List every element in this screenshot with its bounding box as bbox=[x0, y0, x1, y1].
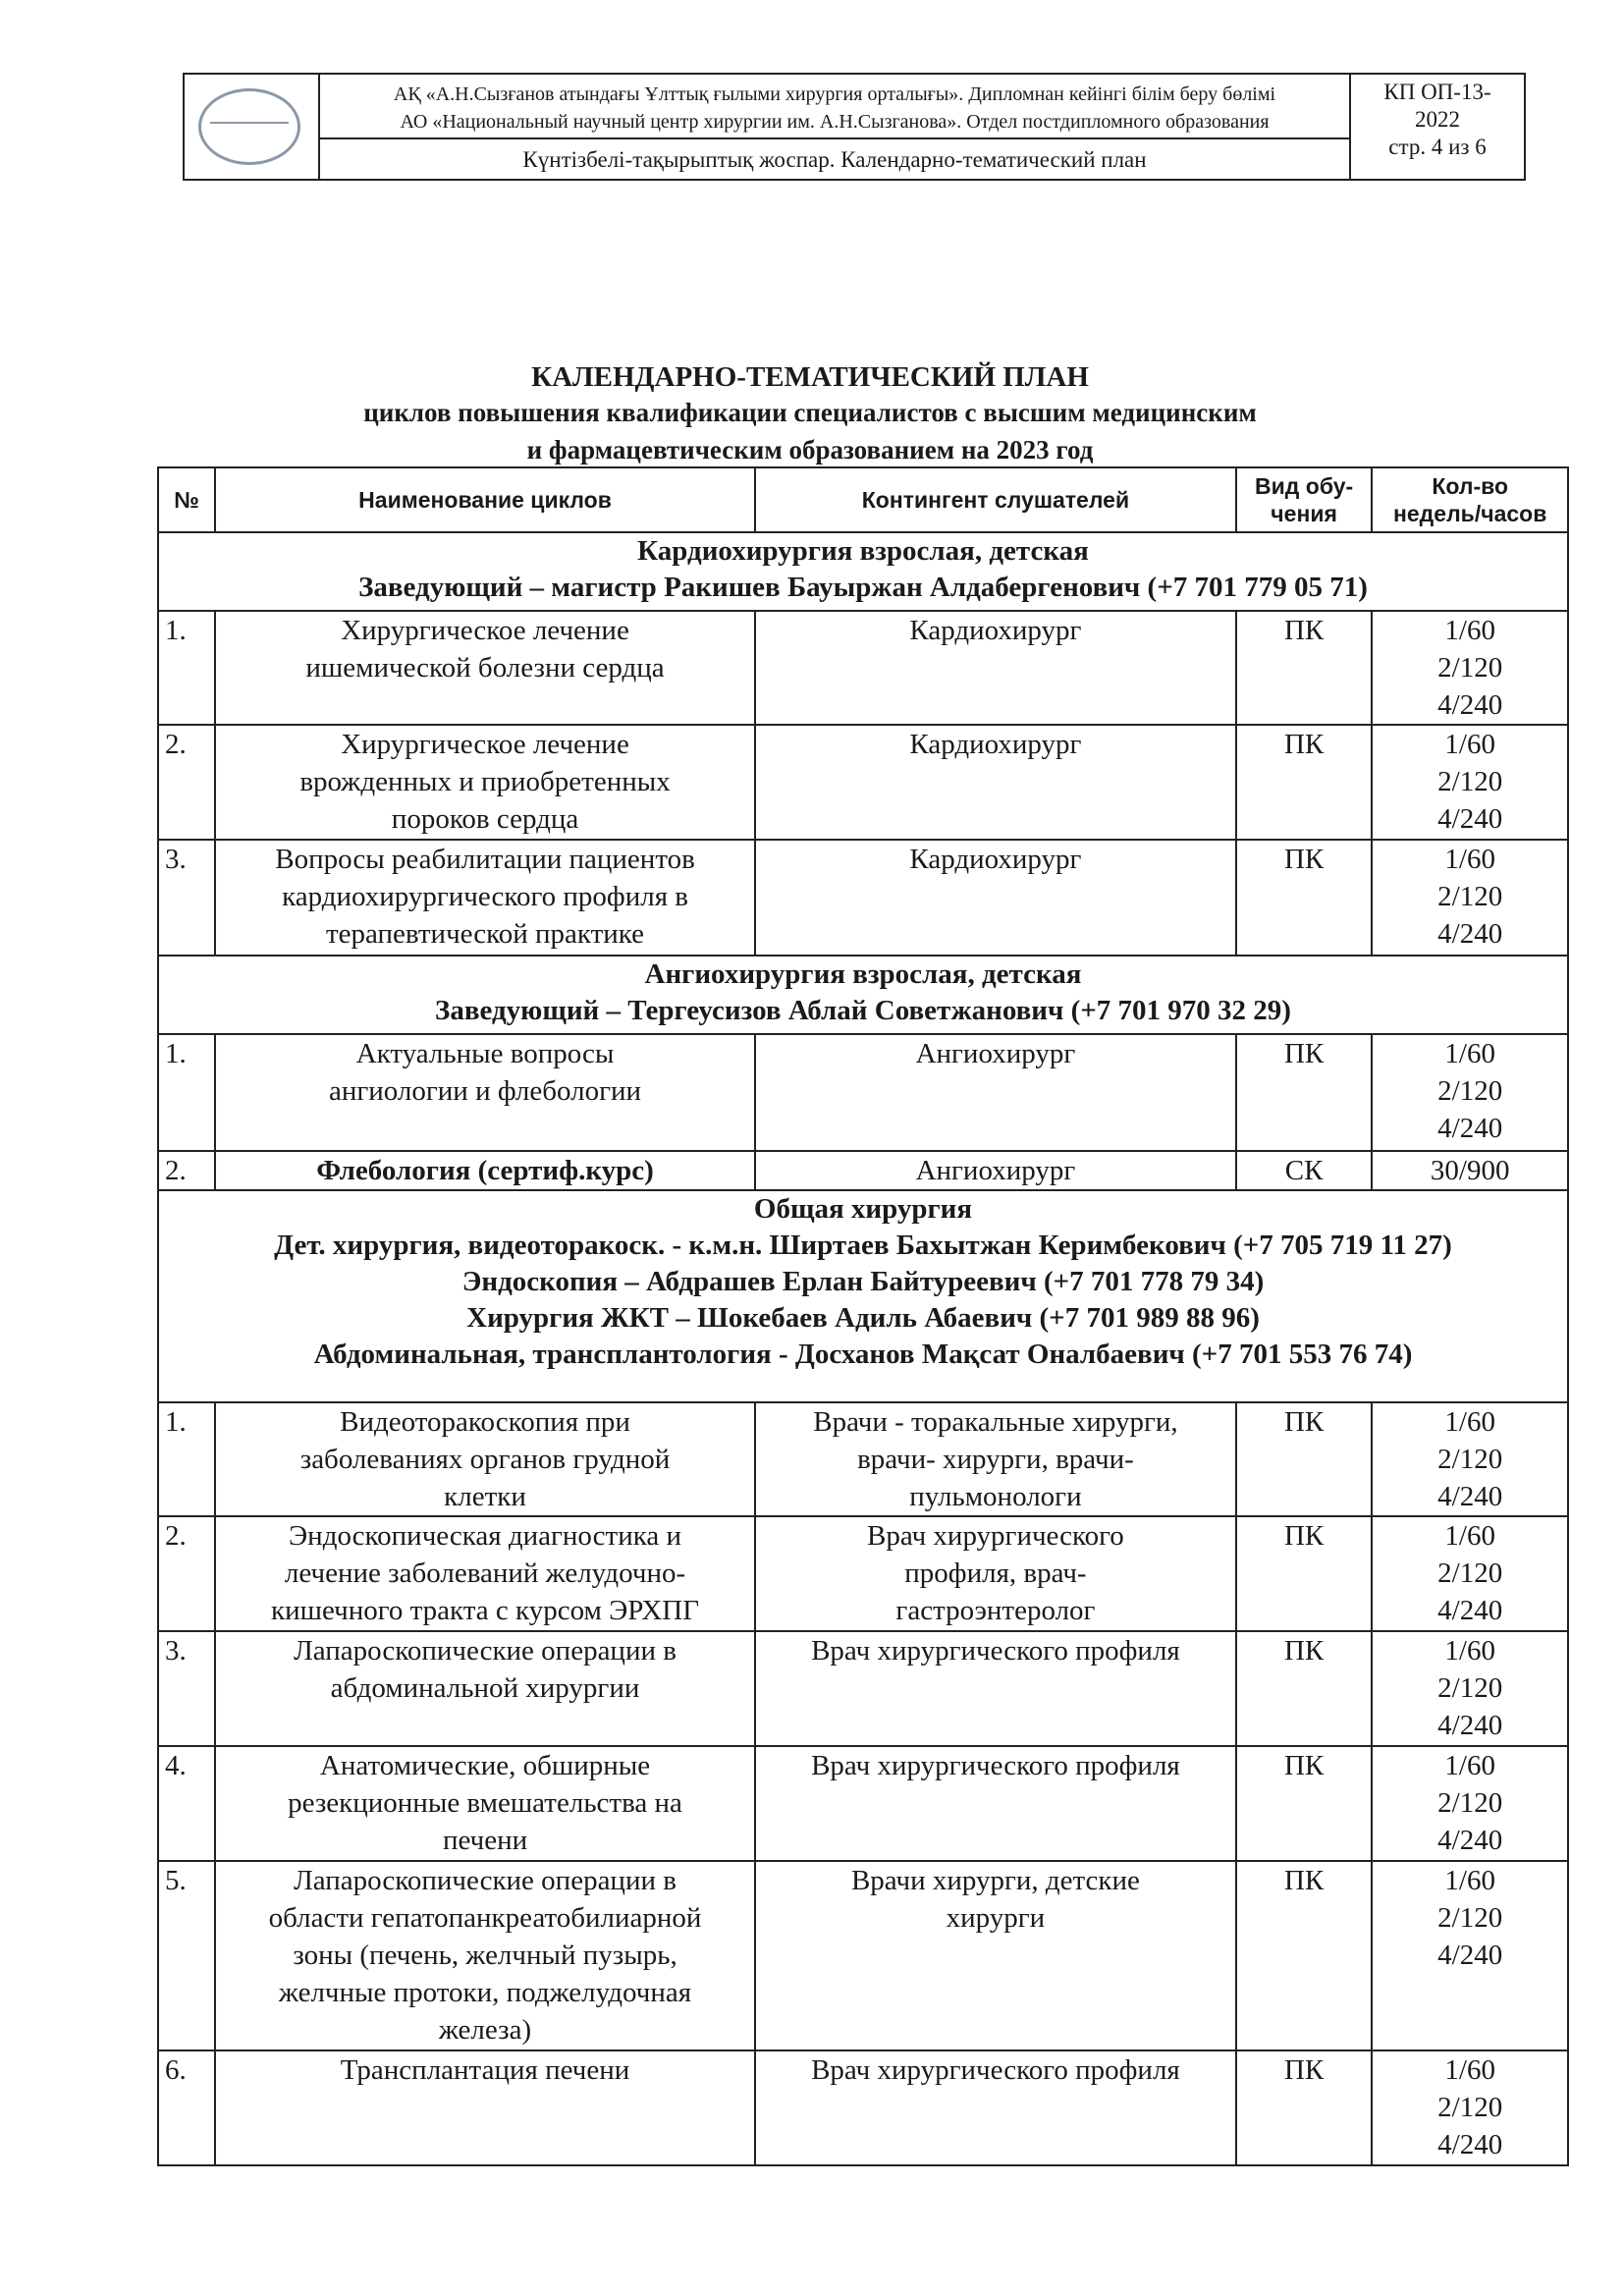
section-head-contact: Заведующий – Тергеусизов Аблай Советжанович (+7 701 970 32 29) bbox=[435, 995, 1291, 1026]
table-row bbox=[158, 1402, 1568, 1516]
row-number: 6. bbox=[158, 2050, 215, 2165]
weeks-hours-line: 1/60 bbox=[1444, 1038, 1495, 1069]
contingent-line: Врач хирургического профиля bbox=[811, 1635, 1180, 1667]
header-name: Наименование циклов bbox=[215, 467, 755, 532]
weeks-hours-line: 4/240 bbox=[1437, 1113, 1503, 1144]
section-head-contact: Заведующий – магистр Ракишев Бауыржан Алдабергенович (+7 701 779 05 71) bbox=[358, 572, 1368, 603]
contingent bbox=[755, 1402, 1236, 1516]
contingent-line: Ангиохирург bbox=[915, 1155, 1076, 1186]
center-logo bbox=[185, 75, 320, 179]
training-type: ПК bbox=[1236, 1402, 1373, 1516]
contingent-line: Кардиохирург bbox=[909, 844, 1082, 875]
contingent bbox=[755, 1746, 1236, 1861]
weeks-hours-line: 4/240 bbox=[1437, 1940, 1503, 1971]
row-number: 2. bbox=[158, 1516, 215, 1631]
cycle-name-line: печени bbox=[442, 1825, 528, 1856]
contingent bbox=[755, 725, 1236, 840]
contingent-line: Врач хирургического профиля bbox=[811, 2054, 1180, 2086]
cycle-name-line: Вопросы реабилитации пациентов bbox=[275, 844, 695, 875]
cycle-name bbox=[215, 1402, 755, 1516]
weeks-hours-line: 2/120 bbox=[1437, 766, 1503, 797]
section-head-contact: Абдоминальная, трансплантология - Досханов Мақсат Оналбаевич (+7 701 553 76 74) bbox=[313, 1339, 1413, 1370]
training-type: ПК bbox=[1236, 1746, 1373, 1861]
page-number: стр. 4 из 6 bbox=[1388, 135, 1487, 159]
weeks-hours bbox=[1372, 1034, 1568, 1151]
section-heading bbox=[158, 1190, 1568, 1402]
section-header-row bbox=[158, 532, 1568, 611]
training-type: ПК bbox=[1236, 611, 1373, 725]
table-row bbox=[158, 725, 1568, 840]
weeks-hours-line: 1/60 bbox=[1444, 1406, 1495, 1438]
contingent bbox=[755, 611, 1236, 725]
cycle-name bbox=[215, 840, 755, 956]
section-heading bbox=[158, 532, 1568, 611]
row-number: 1. bbox=[158, 1402, 215, 1516]
cycle-name bbox=[215, 1516, 755, 1631]
table-row bbox=[158, 1516, 1568, 1631]
contingent bbox=[755, 1861, 1236, 2050]
weeks-hours bbox=[1372, 2050, 1568, 2165]
document-subtitle-1: циклов повышения квалификации специалистов с высшим медицинским bbox=[363, 398, 1257, 427]
row-number: 3. bbox=[158, 1631, 215, 1746]
cycle-name bbox=[215, 1034, 755, 1151]
doc-code-line-2: 2022 bbox=[1415, 107, 1460, 132]
cycle-name-line: Хирургическое лечение bbox=[341, 615, 629, 646]
cycle-name-line: кишечного тракта с курсом ЭРХПГ bbox=[271, 1595, 699, 1626]
contingent-line: Кардиохирург bbox=[909, 729, 1082, 760]
weeks-hours-line: 2/120 bbox=[1437, 1902, 1503, 1934]
cycle-name bbox=[215, 1861, 755, 2050]
contingent bbox=[755, 1516, 1236, 1631]
weeks-hours bbox=[1372, 1151, 1568, 1190]
training-type: СК bbox=[1236, 1151, 1373, 1190]
cycle-name-line: желчные протоки, поджелудочная bbox=[278, 1977, 692, 2008]
weeks-hours-line: 4/240 bbox=[1437, 803, 1503, 835]
row-number: 2. bbox=[158, 725, 215, 840]
cycle-name-line: Эндоскопическая диагностика и bbox=[289, 1520, 681, 1552]
section-title: Общая хирургия bbox=[753, 1193, 973, 1225]
cycle-name bbox=[215, 725, 755, 840]
weeks-hours-line: 4/240 bbox=[1437, 1595, 1503, 1626]
weeks-hours-line: 2/120 bbox=[1437, 652, 1503, 683]
row-number: 4. bbox=[158, 1746, 215, 1861]
header-type: Вид обу- чения bbox=[1236, 467, 1373, 532]
weeks-hours-line: 4/240 bbox=[1437, 1710, 1503, 1741]
training-type: ПК bbox=[1236, 2050, 1373, 2165]
cycle-name-line: Флебология (сертиф.курс) bbox=[316, 1155, 654, 1186]
weeks-hours-line: 2/120 bbox=[1437, 1558, 1503, 1589]
weeks-hours-line: 1/60 bbox=[1444, 844, 1495, 875]
organization-names bbox=[320, 75, 1349, 139]
cycle-name-line: клетки bbox=[444, 1481, 526, 1512]
weeks-hours-line: 4/240 bbox=[1437, 1481, 1503, 1512]
training-type: ПК bbox=[1236, 840, 1373, 956]
section-head-contact: Хирургия ЖКТ – Шокебаев Адиль Абаевич (+7 701 989 88 96) bbox=[466, 1302, 1260, 1334]
weeks-hours-line: 2/120 bbox=[1437, 1075, 1503, 1107]
cycle-name-line: Лапароскопические операции в bbox=[294, 1865, 677, 1896]
weeks-hours-line: 2/120 bbox=[1437, 1787, 1503, 1819]
section-header-row bbox=[158, 1190, 1568, 1402]
document-subtitle-2: и фармацевтическим образованием на 2023 год bbox=[526, 435, 1094, 465]
contingent-line: профиля, врач- bbox=[904, 1558, 1087, 1589]
training-type: ПК bbox=[1236, 1861, 1373, 2050]
plan-label: Күнтізбелі-тақырыптық жоспар. Календарно-тематический план bbox=[522, 147, 1147, 172]
document-header bbox=[183, 73, 1526, 181]
cycle-name-line: терапевтической практике bbox=[325, 918, 645, 950]
cycle-name-line: лечение заболеваний желудочно- bbox=[284, 1558, 686, 1589]
table-row bbox=[158, 1631, 1568, 1746]
cycle-name bbox=[215, 2050, 755, 2165]
weeks-hours-line: 2/120 bbox=[1437, 881, 1503, 912]
weeks-hours bbox=[1372, 1516, 1568, 1631]
cycle-name bbox=[215, 1151, 755, 1190]
cycle-name-line: железа) bbox=[438, 2014, 532, 2046]
cycle-name-line: резекционные вмешательства на bbox=[288, 1787, 682, 1819]
training-type: ПК bbox=[1236, 1516, 1373, 1631]
cycle-name-line: Актуальные вопросы bbox=[355, 1038, 615, 1069]
contingent-line: пульмонологи bbox=[909, 1481, 1082, 1512]
section-head-contact: Дет. хирургия, видеоторакоск. - к.м.н. Ширтаев Бахытжан Керимбекович (+7 705 719 11 27) bbox=[274, 1230, 1452, 1261]
header-num: № bbox=[158, 467, 215, 532]
table-header-row bbox=[158, 467, 1568, 532]
cycle-name bbox=[215, 611, 755, 725]
section-heading bbox=[158, 956, 1568, 1034]
weeks-hours-line: 2/120 bbox=[1437, 1672, 1503, 1704]
document-title: КАЛЕНДАРНО-ТЕМАТИЧЕСКИЙ ПЛАН bbox=[531, 361, 1089, 393]
section-head-contact: Эндоскопия – Абдрашев Ерлан Байтуреевич (+7 701 778 79 34) bbox=[461, 1266, 1265, 1297]
table-row bbox=[158, 611, 1568, 725]
weeks-hours-line: 4/240 bbox=[1437, 2129, 1503, 2160]
doc-code-line-1: КП ОП-13- bbox=[1383, 80, 1491, 104]
weeks-hours-line: 1/60 bbox=[1444, 615, 1495, 646]
org-name-ru: АО «Национальный научный центр хирургии им. А.Н.Сызганова». Отдел постдипломного образования bbox=[400, 111, 1270, 133]
weeks-hours-line: 4/240 bbox=[1437, 918, 1503, 950]
contingent-line: Ангиохирург bbox=[915, 1038, 1076, 1069]
plan-table bbox=[157, 466, 1569, 2166]
logo-ring-icon bbox=[198, 88, 300, 165]
section-header-row bbox=[158, 956, 1568, 1034]
logo-pulse-line-icon bbox=[210, 122, 289, 124]
cycle-name-line: области гепатопанкреатобилиарной bbox=[268, 1902, 702, 1934]
weeks-hours-line: 1/60 bbox=[1444, 1865, 1495, 1896]
cycle-name-line: врожденных и приобретенных bbox=[299, 766, 671, 797]
cycle-name-line: Анатомические, обширные bbox=[319, 1750, 651, 1781]
table-row bbox=[158, 840, 1568, 956]
header-contingent: Контингент слушателей bbox=[755, 467, 1236, 532]
weeks-hours-line: 1/60 bbox=[1444, 1635, 1495, 1667]
weeks-hours-line: 1/60 bbox=[1444, 1750, 1495, 1781]
cycle-name-line: Трансплантация печени bbox=[340, 2054, 630, 2086]
contingent-line: Врач хирургического bbox=[867, 1520, 1124, 1552]
weeks-hours bbox=[1372, 1631, 1568, 1746]
row-number: 1. bbox=[158, 1034, 215, 1151]
table-body bbox=[158, 532, 1568, 2165]
training-type: ПК bbox=[1236, 1034, 1373, 1151]
cycle-name-line: заболеваниях органов грудной bbox=[299, 1444, 671, 1475]
org-name-kz: АҚ «А.Н.Сызғанов атындағы Ұлттық ғылыми хирургия орталығы». Дипломнан кейінгі білім беру бөлімі bbox=[393, 83, 1276, 105]
weeks-hours bbox=[1372, 725, 1568, 840]
cycle-name-line: кардиохирургического профиля в bbox=[282, 881, 688, 912]
table-row bbox=[158, 1746, 1568, 1861]
weeks-hours-line: 30/900 bbox=[1430, 1155, 1510, 1186]
weeks-hours bbox=[1372, 1402, 1568, 1516]
contingent-line: Врачи - торакальные хирурги, bbox=[813, 1406, 1178, 1438]
weeks-hours bbox=[1372, 1746, 1568, 1861]
contingent bbox=[755, 1034, 1236, 1151]
cycle-name-line: Лапароскопические операции в bbox=[294, 1635, 677, 1667]
weeks-hours-line: 1/60 bbox=[1444, 1520, 1495, 1552]
section-title: Ангиохирургия взрослая, детская bbox=[644, 958, 1082, 990]
cycle-name-line: ишемической болезни сердца bbox=[305, 652, 665, 683]
cycle-name-line: пороков сердца bbox=[391, 803, 579, 835]
cycle-name-line: Видеоторакоскопия при bbox=[340, 1406, 630, 1438]
cycle-name-line: Хирургическое лечение bbox=[341, 729, 629, 760]
cycle-name-line: ангиологии и флебологии bbox=[329, 1075, 642, 1107]
table-row bbox=[158, 1861, 1568, 2050]
contingent bbox=[755, 2050, 1236, 2165]
contingent-line: врачи- хирурги, врачи- bbox=[857, 1444, 1134, 1475]
cycle-name bbox=[215, 1746, 755, 1861]
row-number: 3. bbox=[158, 840, 215, 956]
training-type: ПК bbox=[1236, 725, 1373, 840]
header-weeks-hours: Кол-во недель/часов bbox=[1372, 467, 1568, 532]
section-title: Кардиохирургия взрослая, детская bbox=[637, 535, 1089, 567]
row-number: 1. bbox=[158, 611, 215, 725]
contingent-line: Врач хирургического профиля bbox=[811, 1750, 1180, 1781]
weeks-hours-line: 2/120 bbox=[1437, 2092, 1503, 2123]
contingent bbox=[755, 840, 1236, 956]
document-code-box bbox=[1349, 75, 1524, 179]
row-number: 5. bbox=[158, 1861, 215, 2050]
weeks-hours-line: 1/60 bbox=[1444, 2054, 1495, 2086]
table-row bbox=[158, 2050, 1568, 2165]
table-row bbox=[158, 1034, 1568, 1151]
contingent bbox=[755, 1151, 1236, 1190]
contingent-line: хирурги bbox=[946, 1902, 1046, 1934]
weeks-hours-line: 4/240 bbox=[1437, 1825, 1503, 1856]
weeks-hours-line: 2/120 bbox=[1437, 1444, 1503, 1475]
weeks-hours-line: 1/60 bbox=[1444, 729, 1495, 760]
weeks-hours bbox=[1372, 611, 1568, 725]
cycle-name-line: зоны (печень, желчный пузырь, bbox=[293, 1940, 677, 1971]
contingent-line: гастроэнтеролог bbox=[895, 1595, 1096, 1626]
cycle-name-line: абдоминальной хирургии bbox=[330, 1672, 640, 1704]
contingent bbox=[755, 1631, 1236, 1746]
training-type: ПК bbox=[1236, 1631, 1373, 1746]
weeks-hours bbox=[1372, 1861, 1568, 2050]
weeks-hours-line: 4/240 bbox=[1437, 689, 1503, 721]
cycle-name bbox=[215, 1631, 755, 1746]
contingent-line: Врачи хирурги, детские bbox=[850, 1865, 1140, 1896]
row-number: 2. bbox=[158, 1151, 215, 1190]
table-row bbox=[158, 1151, 1568, 1190]
weeks-hours bbox=[1372, 840, 1568, 956]
contingent-line: Кардиохирург bbox=[909, 615, 1082, 646]
